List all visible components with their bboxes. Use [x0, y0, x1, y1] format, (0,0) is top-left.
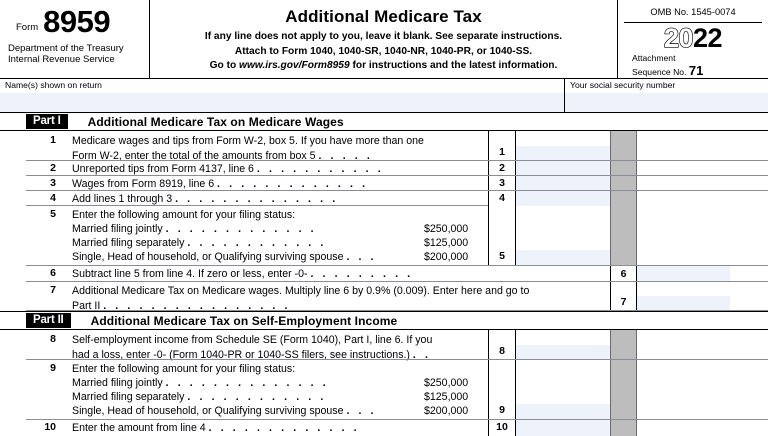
line-8-box-number: 8: [488, 330, 516, 360]
part-1-header: [0, 113, 768, 131]
line-1-number: 1: [50, 134, 56, 146]
tax-year-century: 20: [663, 23, 693, 53]
part-1-tag: Part I: [26, 114, 68, 129]
table-row: [0, 330, 768, 360]
table-row: [0, 161, 768, 176]
tax-year: [618, 25, 768, 52]
line-5-option-separately-dots: . . . . . . . . . . . .: [187, 237, 327, 249]
line-10-number: 10: [44, 421, 56, 433]
line-1-box-number: 1: [488, 131, 516, 161]
part-2-title: Additional Medicare Tax on Self-Employment Income: [90, 313, 398, 328]
name-input[interactable]: [0, 93, 564, 112]
title-subtitle-1: If any line does not apply to you, leave it blank. See separate instructions.: [204, 31, 563, 42]
line-6-number: 6: [50, 267, 56, 279]
line-5-option-single-dots: . . .: [346, 251, 377, 263]
line-10-text-main: Enter the amount from line 4: [72, 422, 206, 434]
goto-suffix: for instructions and the latest information.: [349, 60, 558, 71]
line-9-field-upper-spacer: [516, 360, 610, 404]
line-4-dots: . . . . . . . . . . . . . .: [175, 193, 339, 205]
line-9-option-separately-dots: . . . . . . . . . . . .: [187, 391, 327, 403]
table-row: [0, 420, 768, 436]
page-title: Additional Medicare Tax: [285, 7, 482, 26]
attachment-label-text: Sequence No.: [632, 66, 687, 77]
line-9-option-jointly: [72, 376, 492, 391]
table-row: [0, 131, 768, 161]
attachment-sequence-block: [618, 54, 768, 78]
line-1-dots: . . . . .: [318, 149, 373, 162]
line-7-input[interactable]: [637, 296, 730, 311]
line-6-input[interactable]: [637, 266, 730, 282]
part-2-header: [0, 311, 768, 330]
part-2-rows: [0, 330, 768, 436]
line-5-option-jointly-dots: . . . . . . . . . . . . .: [165, 223, 317, 235]
gray-spacer-column: [610, 161, 637, 176]
line-7-number: 7: [50, 284, 56, 296]
line-9-option-jointly-dots: . . . . . . . . . . . . . .: [165, 377, 329, 389]
line-9-option-separately: [72, 390, 492, 405]
line-9-option-single-label: Single, Head of household, or Qualifying surviving spouse: [72, 405, 344, 417]
gray-spacer-column: [610, 191, 637, 206]
line-9-option-single-amount: $200,000: [424, 405, 469, 417]
attachment-sequence-number: 71: [688, 62, 704, 78]
gray-spacer-column: [610, 206, 637, 266]
name-field-cell: [0, 79, 565, 112]
gray-spacer-column: [610, 420, 637, 436]
line-1-input[interactable]: [516, 146, 610, 161]
line-2-dots: . . . . . . . . . . .: [256, 163, 384, 175]
line-9-box-number: 9: [488, 360, 516, 420]
line-2-number: 2: [50, 162, 56, 174]
table-row: [0, 282, 768, 311]
department-line-1: Department of the Treasury: [8, 42, 124, 54]
line-8-dots: . .: [412, 348, 432, 361]
ssn-field-label: Your social security number: [570, 80, 676, 90]
line-8-text-a: Self-employment income from Schedule SE (Form 1040), Part I, line 6. If you: [72, 334, 433, 346]
title-subtitle-2: Attach to Form 1040, 1040-SR, 1040-NR, 1040-PR, or 1040-SS.: [234, 45, 533, 57]
line-5-block: [0, 206, 768, 266]
issuing-agency: [0, 37, 149, 65]
line-8-field-upper-spacer: [516, 330, 610, 345]
attachment-label-line-2: [632, 64, 768, 79]
line-5-option-separately-amount: $125,000: [424, 237, 469, 249]
line-5-option-jointly-amount: $250,000: [424, 223, 469, 235]
line-1-text-a: Medicare wages and tips from Form W-2, box 5. If you have more than one: [72, 135, 424, 147]
line-3-text-main: Wages from Form 8919, line 6: [72, 178, 215, 190]
form-header: [0, 0, 768, 79]
line-6-text-main: Subtract line 5 from line 4. If zero or less, enter -0-: [72, 268, 308, 280]
line-5-box-number: 5: [488, 206, 516, 266]
line-3-dots: . . . . . . . . . . . . .: [217, 178, 369, 190]
line-8-number: 8: [50, 333, 56, 345]
goto-prefix: Go to: [209, 60, 240, 71]
line-9-option-jointly-amount: $250,000: [424, 377, 469, 389]
line-9-option-jointly-label: Married filing jointly: [72, 377, 163, 389]
line-8-text-b-main: had a loss, enter -0- (Form 1040-PR or 1040-SS filers, see instructions.): [72, 348, 410, 361]
line-4-box-number: 4: [488, 191, 516, 206]
line-2-box-number: 2: [488, 161, 516, 176]
line-5-field-upper-spacer: [516, 206, 610, 250]
gray-spacer-column: [610, 131, 637, 161]
irs-website-link[interactable]: www.irs.gov/Form8959: [239, 60, 350, 71]
line-10-input[interactable]: [516, 420, 610, 436]
tax-year-suffix: 22: [693, 23, 723, 53]
line-9-input[interactable]: [516, 404, 610, 420]
line-5-number: 5: [50, 208, 56, 220]
table-row: [0, 191, 768, 206]
title-subtitle-3: [150, 60, 617, 71]
line-10-dots: . . . . . . . . . . . . .: [208, 422, 360, 434]
attachment-label-line-1: Attachment: [632, 53, 676, 63]
line-7-text-b-main: Part II: [72, 299, 101, 312]
line-5-option-single-amount: $200,000: [424, 251, 469, 263]
line-2-text-main: Unreported tips from Form 4137, line 6: [72, 163, 254, 175]
line-3-number: 3: [50, 177, 56, 189]
line-9-number: 9: [50, 362, 56, 374]
line-5-option-single-label: Single, Head of household, or Qualifying surviving spouse: [72, 251, 344, 263]
line-7-field-upper-spacer: [637, 282, 730, 296]
line-3-box-number: 3: [488, 176, 516, 191]
line-5-option-jointly: [72, 222, 492, 237]
line-10-text: [72, 421, 360, 436]
ssn-field-cell: [565, 79, 768, 112]
line-5-option-single: [72, 250, 492, 265]
line-6-text: [72, 267, 413, 282]
taxpayer-identification-row: [0, 79, 768, 113]
line-9-block: [0, 360, 768, 420]
line-4-input[interactable]: [516, 191, 610, 206]
line-5-prompt: Enter the following amount for your filing status:: [72, 209, 296, 221]
form-word-label: Form: [16, 21, 39, 33]
ssn-input[interactable]: [565, 93, 768, 112]
line-9-option-single: [72, 404, 492, 419]
form-number: 8959: [43, 4, 111, 39]
line-7-text-a: Additional Medicare Tax on Medicare wages. Multiply line 6 by 0.9% (0.009). Enter here and go to: [72, 285, 530, 297]
name-field-label: Name(s) shown on return: [5, 80, 102, 90]
line-5-option-separately: [72, 236, 492, 251]
line-4-text-main: Add lines 1 through 3: [72, 193, 173, 205]
gray-spacer-column: [610, 360, 637, 420]
line-7-box-number: 7: [610, 282, 637, 311]
line-2-input[interactable]: [516, 161, 610, 176]
line-9-option-single-dots: . . .: [346, 405, 377, 417]
gray-spacer-column: [610, 176, 637, 191]
line-1-text-b-main: Form W-2, enter the total of the amounts from box 5: [72, 149, 316, 162]
table-row: [0, 176, 768, 191]
line-3-input[interactable]: [516, 176, 610, 191]
line-1-text: [72, 134, 424, 163]
line-6-dots: . . . . . . . . .: [310, 268, 414, 280]
line-5-input[interactable]: [516, 250, 610, 266]
department-line-2: Internal Revenue Service: [8, 53, 115, 65]
line-8-text: [72, 333, 432, 362]
line-10-box-number: 10: [488, 420, 516, 436]
line-7-text: [72, 284, 529, 313]
form-identity-block: [0, 0, 150, 78]
line-9-option-separately-amount: $125,000: [424, 391, 469, 403]
line-9-prompt: Enter the following amount for your filing status:: [72, 363, 296, 375]
omb-block: [618, 0, 768, 78]
gray-spacer-column: [610, 330, 637, 360]
line-7-dots: . . . . . . . . . . . . . . . .: [103, 299, 291, 312]
part-1-rows: [0, 131, 768, 311]
part-1-title: Additional Medicare Tax on Medicare Wages: [87, 114, 344, 129]
omb-number: OMB No. 1545-0074: [650, 7, 736, 17]
line-4-number: 4: [50, 192, 56, 204]
line-1-field-upper-spacer: [516, 131, 610, 146]
table-row: [0, 266, 768, 282]
line-5-option-jointly-label: Married filing jointly: [72, 223, 163, 235]
line-8-input[interactable]: [516, 345, 610, 360]
line-9-option-separately-label: Married filing separately: [72, 391, 185, 403]
form-title-block: [150, 0, 618, 78]
line-6-box-number: 6: [610, 266, 637, 282]
line-5-option-separately-label: Married filing separately: [72, 237, 185, 249]
part-2-tag: Part II: [26, 313, 71, 328]
form-number-row: [0, 0, 149, 37]
